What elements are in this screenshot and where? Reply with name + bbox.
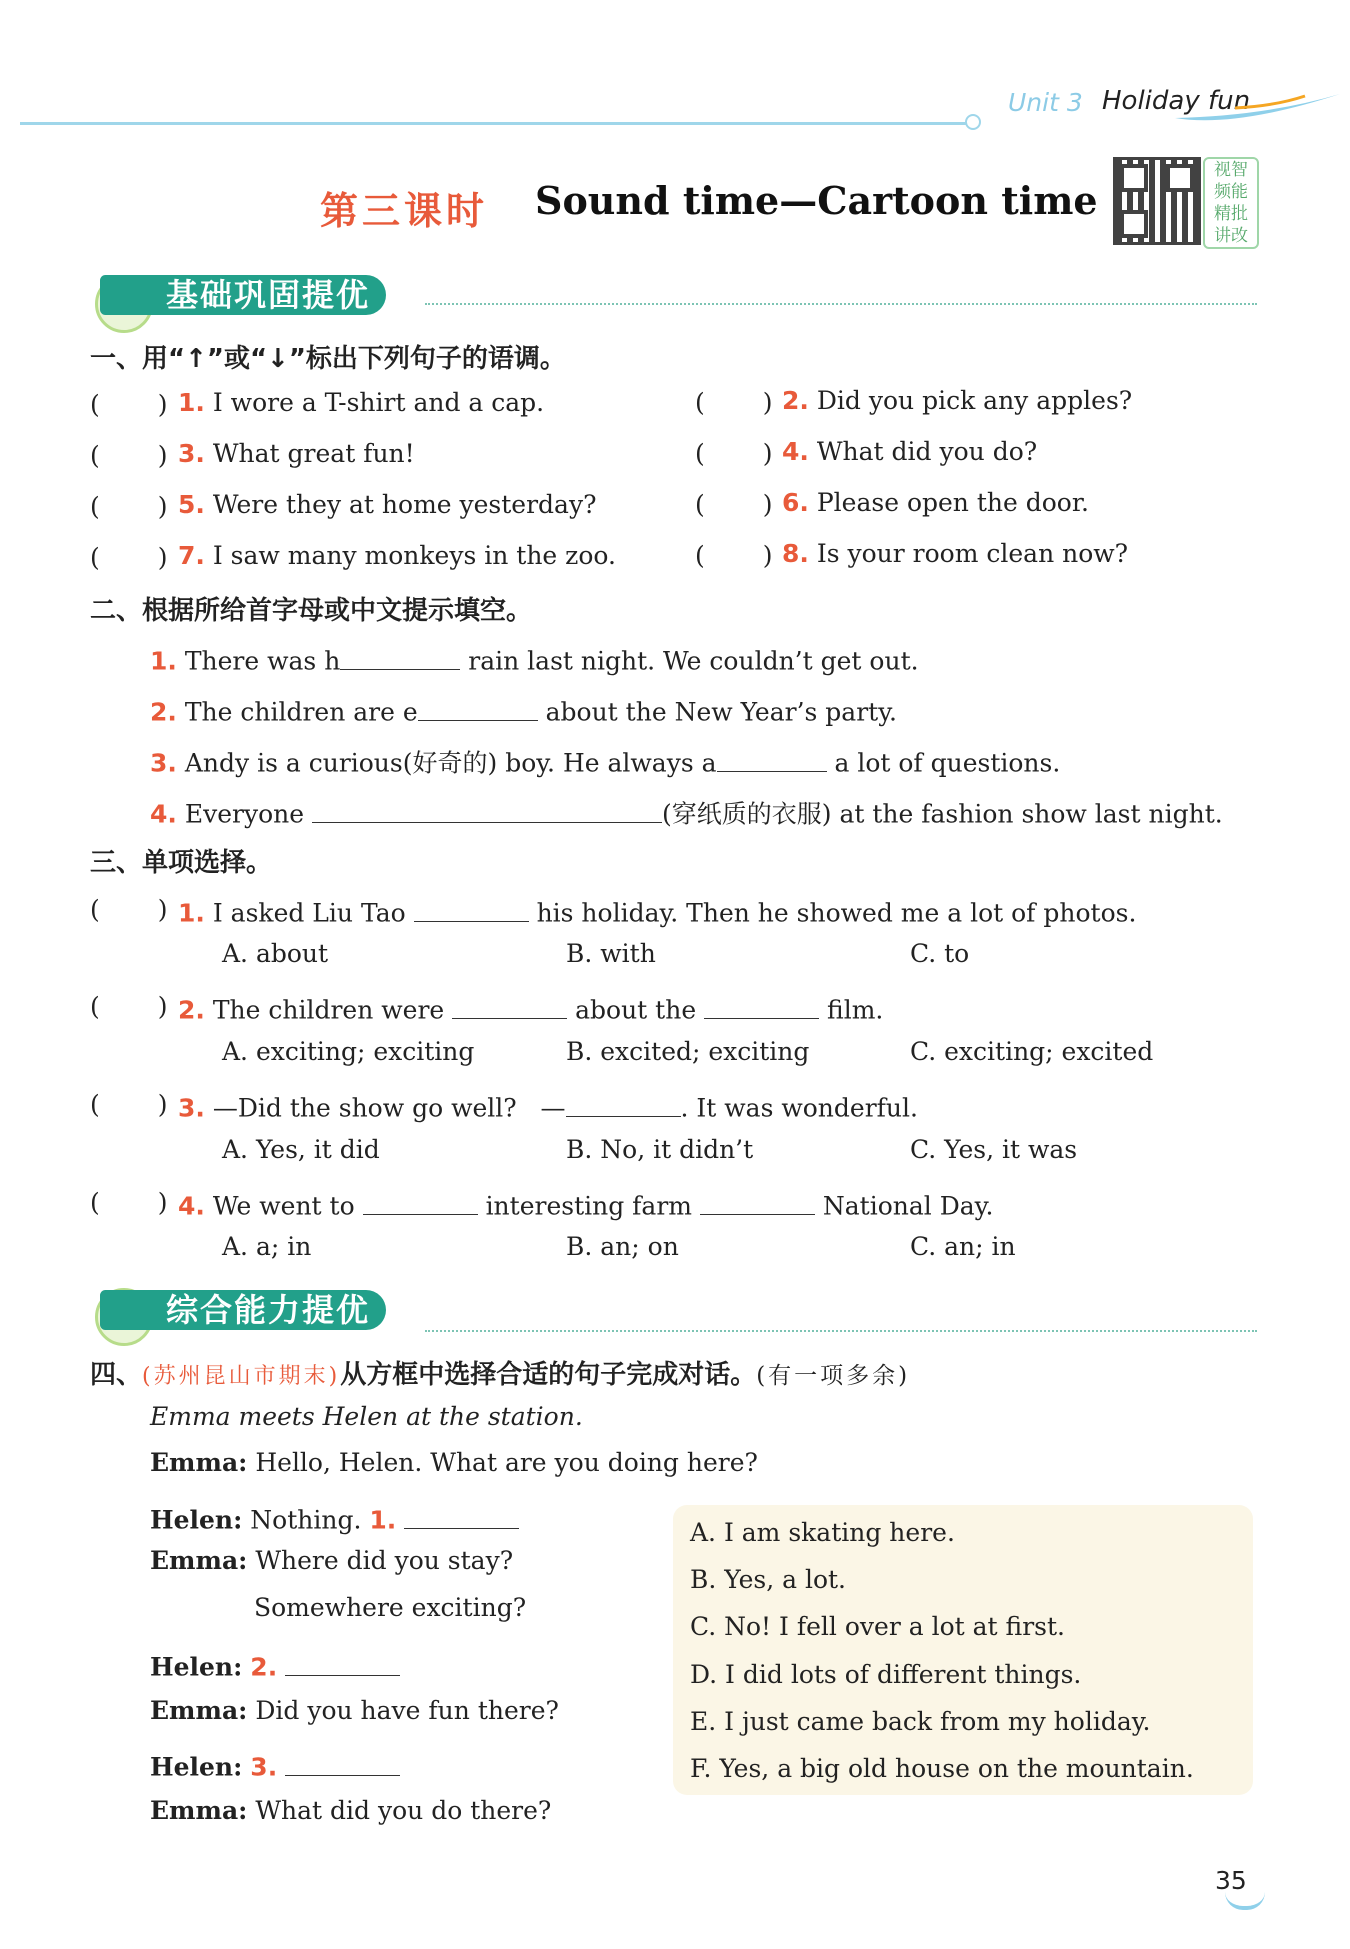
section-4-title: 四、(苏州昆山市期末)从方框中选择合适的句子完成对话。(有一项多余) [90,1360,911,1390]
s1-item-4: 4. What did you do? [782,437,1038,466]
blank-s3-4b[interactable] [700,1186,815,1215]
s3-q4-opt-b[interactable]: B. an; on [566,1232,679,1261]
s3-q3-opt-b[interactable]: B. No, it didn’t [566,1135,754,1164]
box-option-e[interactable]: E. I just came back from my holiday. [690,1707,1151,1736]
dialogue-line-6: Emma: Did you have fun there? [150,1696,559,1725]
header-rule-dot [965,114,981,130]
section-3-title: 三、单项选择。 [90,848,273,878]
answer-paren-3[interactable]: ( ) [90,441,168,470]
box-option-d[interactable]: D. I did lots of different things. [690,1660,1082,1689]
badge-comprehensive: 综合能力提优 [100,1290,386,1330]
s1-item-7: 7. I saw many monkeys in the zoo. [178,541,616,570]
blank-s3-4a[interactable] [363,1186,478,1215]
blank-s3-1[interactable] [414,893,529,922]
box-option-a[interactable]: A. I am skating here. [690,1518,955,1547]
box-option-b[interactable]: B. Yes, a lot. [690,1565,847,1594]
s1-item-6: 6. Please open the door. [782,488,1089,517]
s3-q3-opt-c[interactable]: C. Yes, it was [910,1135,1078,1164]
dialogue-line-3: Emma: Where did you stay? [150,1546,514,1575]
badge-basic-rule [425,303,1257,305]
s3-q4-opt-c[interactable]: C. an; in [910,1232,1016,1261]
dialogue-line-1: Emma: Hello, Helen. What are you doing here? [150,1448,758,1477]
s1-item-8: 8. Is your room clean now? [782,539,1129,568]
answer-paren-7[interactable]: ( ) [90,543,168,572]
qr-labels: 视智 频能 精批 讲改 [1203,157,1259,249]
s3-q3: 3. —Did the show go well? — . It was wonderful. [178,1088,918,1123]
page-number-swoosh [1225,1892,1265,1910]
blank-s2-2[interactable] [418,692,538,721]
badge-basic: 基础巩固提优 [100,275,386,315]
answer-paren-2[interactable]: ( ) [695,388,773,417]
answer-paren-1[interactable]: ( ) [90,390,168,419]
options-box [673,1505,1253,1795]
s3-q4-opt-a[interactable]: A. a; in [222,1232,312,1261]
s3-q3-opt-a[interactable]: A. Yes, it did [222,1135,380,1164]
s3-q2-opt-c[interactable]: C. exciting; excited [910,1037,1154,1066]
answer-paren-8[interactable]: ( ) [695,541,773,570]
s2-q3: 3. Andy is a curious(好奇的) boy. He always a a lot of questions. [150,743,1060,780]
answer-paren-5[interactable]: ( ) [90,492,168,521]
lesson-title-en: Sound time—Cartoon time [535,178,1098,223]
answer-paren-6[interactable]: ( ) [695,490,773,519]
dialogue-line-5: Helen: 2. [150,1647,400,1682]
s3-q1-opt-a[interactable]: A. about [222,939,329,968]
s3-q4: 4. We went to interesting farm National Day. [178,1186,993,1221]
s3-paren-1[interactable]: ( ) [90,895,168,924]
s1-item-5: 5. Were they at home yesterday? [178,490,597,519]
dialogue-line-2: Helen: Nothing. 1. [150,1500,519,1535]
s3-q1-opt-b[interactable]: B. with [566,939,656,968]
s3-q1: 1. I asked Liu Tao his holiday. Then he showed me a lot of photos. [178,893,1136,928]
header-swoosh [1175,88,1345,128]
s2-q4: 4. Everyone (穿纸质的衣服) at the fashion show last night. [150,794,1223,831]
s2-q1: 1. There was h rain last night. We couldn’t get out. [150,641,919,676]
qr-code[interactable] [1113,157,1201,245]
s1-item-2: 2. Did you pick any apples? [782,386,1133,415]
s3-q2-opt-a[interactable]: A. exciting; exciting [222,1037,475,1066]
unit-label: Unit 3 [1008,88,1083,117]
page-number: 35 [1215,1866,1247,1895]
s3-q2: 2. The children were about the film. [178,990,883,1025]
section-2-title: 二、根据所给首字母或中文提示填空。 [90,596,533,626]
blank-s2-1[interactable] [340,641,460,670]
section-1-title: 一、用“↑”或“↓”标出下列句子的语调。 [90,344,566,374]
blank-s2-4[interactable] [312,794,662,823]
dialogue-intro: Emma meets Helen at the station. [150,1402,583,1431]
header-rule [20,122,980,125]
lesson-title-cn: 第三课时 [320,188,489,233]
blank-s3-2a[interactable] [452,990,567,1019]
s1-item-1: 1. I wore a T-shirt and a cap. [178,388,545,417]
dialogue-line-8: Emma: What did you do there? [150,1796,552,1825]
s3-paren-3[interactable]: ( ) [90,1090,168,1119]
s2-q2: 2. The children are e about the New Year’s party. [150,692,897,727]
answer-paren-4[interactable]: ( ) [695,439,773,468]
blank-dialogue-3[interactable] [285,1747,400,1776]
blank-s2-3[interactable] [717,743,827,772]
box-option-f[interactable]: F. Yes, a big old house on the mountain. [690,1754,1194,1783]
s3-q1-opt-c[interactable]: C. to [910,939,970,968]
blank-dialogue-1[interactable] [404,1500,519,1529]
dialogue-line-7: Helen: 3. [150,1747,400,1782]
s3-paren-4[interactable]: ( ) [90,1188,168,1217]
unit-title: Holiday fun [1102,86,1251,116]
s3-paren-2[interactable]: ( ) [90,992,168,1021]
badge-comprehensive-rule [425,1330,1257,1332]
dialogue-line-4: Somewhere exciting? [254,1593,527,1622]
s3-q2-opt-b[interactable]: B. excited; exciting [566,1037,810,1066]
blank-dialogue-2[interactable] [285,1647,400,1676]
box-option-c[interactable]: C. No! I fell over a lot at first. [690,1612,1065,1641]
blank-s3-3[interactable] [566,1088,681,1117]
s1-item-3: 3. What great fun! [178,439,415,468]
blank-s3-2b[interactable] [704,990,819,1019]
